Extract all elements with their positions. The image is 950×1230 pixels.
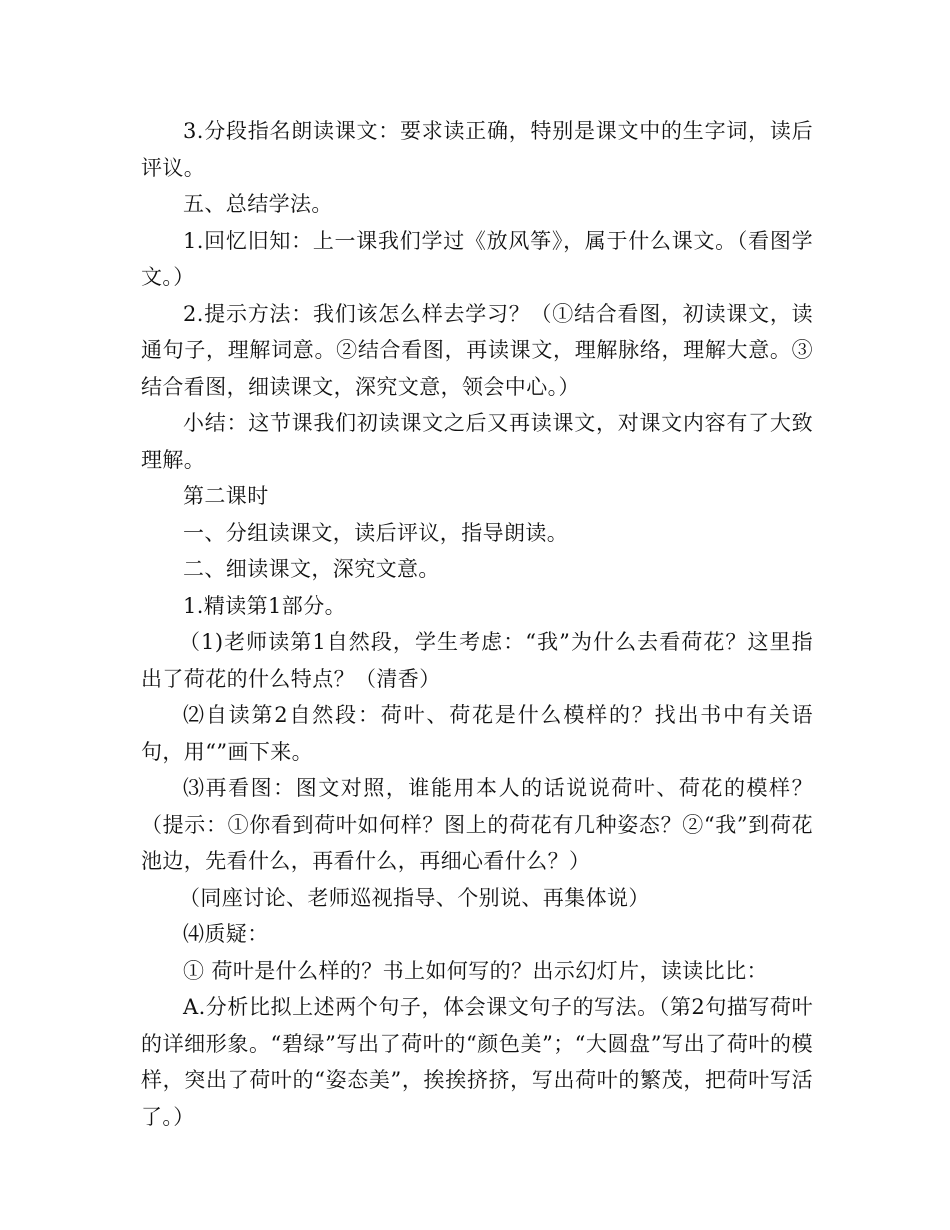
paragraph-group-reading: 一、分组读课文，读后评议，指导朗读。 — [183, 520, 569, 545]
paragraph-section-five: 五、总结学法。 — [183, 192, 333, 216]
document-body — [141, 113, 813, 1135]
paragraph-part-one: 1.精读第1部分。 — [183, 593, 346, 618]
paragraph-item-1: （1)老师读第1自然段，学生考虑：“我”为什么去看荷花？这里指出了荷花的什么特点？（清香） — [141, 630, 813, 691]
paragraph-item-3: ⑶再看图：图文对照，谁能用本人的话说说荷叶、荷花的模样？（提示：①你看到荷叶如何样？图上的荷花有几种姿态？②“我”到荷花池边，先看什么，再看什么，再细心看什么？） — [141, 776, 813, 873]
paragraph-recall: 1.回忆旧知：上一课我们学过《放风筝》，属于什么课文。（看图学文。） — [141, 228, 813, 289]
paragraph-item-4: ⑷质疑： — [183, 922, 269, 946]
paragraph-close-reading: 二、细读课文，深究文意。 — [183, 557, 440, 581]
paragraph-method: 2.提示方法：我们该怎么样去学习？（①结合看图，初读课文，读通句子，理解词意。②结合看图，再读课文，理解脉络，理解大意。③结合看图，细读课文，深究文意，领会中心。） — [141, 301, 813, 399]
paragraph-second-lesson: 第二课时 — [183, 484, 269, 508]
paragraph-summary: 小结：这节课我们初读课文之后又再读课文，对课文内容有了大致理解。 — [141, 411, 813, 472]
paragraph-discussion: （同座讨论、老师巡视指导、个别说、再集体说） — [179, 885, 650, 910]
paragraph-analysis-a: A.分析比拟上述两个句子，体会课文句子的写法。（第2句描写荷叶的详细形象。“碧绿”写出了荷叶的“颜色美”；“大圆盘”写出了荷叶的模样，突出了荷叶的“姿态美”，挨挨挤挤，写出荷叶的繁茂，把荷叶写活了。） — [141, 995, 813, 1129]
paragraph-lotus-leaf: ① 荷叶是什么样的？书上如何写的？出示幻灯片，读读比比： — [183, 958, 768, 983]
paragraph-item-2: ⑵自读第2自然段：荷叶、荷花是什么模样的？找出书中有关语句，用“”画下来。 — [141, 703, 813, 764]
paragraph-read-aloud: 3.分段指名朗读课文：要求读正确，特别是课文中的生字词，读后评议。 — [141, 119, 813, 180]
